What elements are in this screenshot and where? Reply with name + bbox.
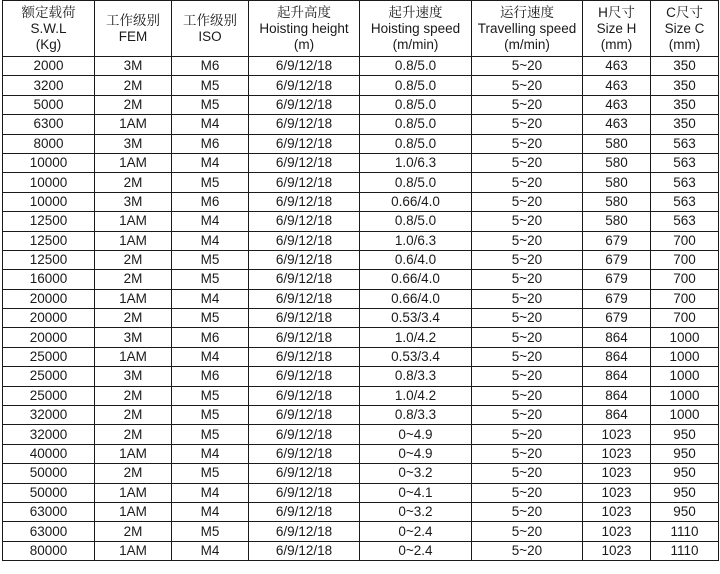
cell-swl: 50000 <box>3 483 95 502</box>
table-row <box>3 153 719 172</box>
cell-hoisting-height: 6/9/12/18 <box>249 502 360 521</box>
cell-iso: M6 <box>172 57 249 76</box>
cell-hoisting-height: 6/9/12/18 <box>249 289 360 308</box>
cell-fem: 2M <box>95 464 172 483</box>
table-row <box>3 309 719 328</box>
table-body <box>3 57 719 561</box>
cell-hoisting-speed: 0.66/4.0 <box>360 192 472 211</box>
cell-swl: 12500 <box>3 212 95 231</box>
cell-hoisting-speed: 1.0/4.2 <box>360 328 472 347</box>
table-row <box>3 173 719 192</box>
cell-hoisting-height: 6/9/12/18 <box>249 328 360 347</box>
table-row <box>3 367 719 386</box>
cell-travelling-speed: 5~20 <box>472 541 583 560</box>
cell-swl: 25000 <box>3 386 95 405</box>
cell-iso: M6 <box>172 192 249 211</box>
table-row <box>3 541 719 560</box>
cell-swl: 20000 <box>3 309 95 328</box>
table-row <box>3 347 719 366</box>
cell-size-h: 463 <box>583 115 651 134</box>
cell-iso: M4 <box>172 502 249 521</box>
cell-swl: 10000 <box>3 173 95 192</box>
cell-hoisting-speed: 0~3.2 <box>360 502 472 521</box>
cell-hoisting-speed: 0.8/5.0 <box>360 134 472 153</box>
cell-swl: 63000 <box>3 502 95 521</box>
cell-size-h: 1023 <box>583 502 651 521</box>
cell-fem: 3M <box>95 328 172 347</box>
cell-hoisting-height: 6/9/12/18 <box>249 95 360 114</box>
cell-hoisting-speed: 1.0/6.3 <box>360 153 472 172</box>
cell-hoisting-speed: 0.53/3.4 <box>360 309 472 328</box>
cell-hoisting-speed: 0.8/3.3 <box>360 367 472 386</box>
cell-size-c: 950 <box>651 464 719 483</box>
table-row <box>3 522 719 541</box>
table-row <box>3 57 719 76</box>
table-row <box>3 76 719 95</box>
cell-travelling-speed: 5~20 <box>472 212 583 231</box>
cell-iso: M4 <box>172 231 249 250</box>
cell-hoisting-height: 6/9/12/18 <box>249 270 360 289</box>
cell-fem: 2M <box>95 76 172 95</box>
table-row <box>3 444 719 463</box>
col-header-travelling-speed: 运行速度 Travelling speed (m/min) <box>472 1 583 57</box>
cell-size-h: 580 <box>583 173 651 192</box>
cell-swl: 20000 <box>3 328 95 347</box>
cell-hoisting-speed: 0~2.4 <box>360 522 472 541</box>
cell-fem: 3M <box>95 134 172 153</box>
cell-fem: 2M <box>95 522 172 541</box>
cell-travelling-speed: 5~20 <box>472 153 583 172</box>
cell-iso: M6 <box>172 134 249 153</box>
cell-swl: 16000 <box>3 270 95 289</box>
cell-size-h: 1023 <box>583 541 651 560</box>
cell-iso: M5 <box>172 406 249 425</box>
cell-swl: 20000 <box>3 289 95 308</box>
cell-travelling-speed: 5~20 <box>472 115 583 134</box>
cell-fem: 1AM <box>95 502 172 521</box>
cell-size-c: 1110 <box>651 522 719 541</box>
cell-iso: M6 <box>172 328 249 347</box>
cell-fem: 1AM <box>95 444 172 463</box>
table-row <box>3 250 719 269</box>
cell-travelling-speed: 5~20 <box>472 502 583 521</box>
cell-hoisting-speed: 0.8/5.0 <box>360 115 472 134</box>
cell-travelling-speed: 5~20 <box>472 134 583 153</box>
cell-size-h: 679 <box>583 250 651 269</box>
table-row <box>3 483 719 502</box>
cell-hoisting-speed: 0.8/5.0 <box>360 173 472 192</box>
cell-size-c: 350 <box>651 57 719 76</box>
col-header-iso: 工作级别 ISO <box>172 1 249 57</box>
cell-fem: 1AM <box>95 115 172 134</box>
cell-size-h: 580 <box>583 192 651 211</box>
cell-travelling-speed: 5~20 <box>472 309 583 328</box>
cell-hoisting-speed: 0~2.4 <box>360 541 472 560</box>
cell-iso: M5 <box>172 386 249 405</box>
cell-travelling-speed: 5~20 <box>472 444 583 463</box>
table-row <box>3 270 719 289</box>
cell-hoisting-speed: 0.66/4.0 <box>360 270 472 289</box>
cell-travelling-speed: 5~20 <box>472 328 583 347</box>
cell-hoisting-height: 6/9/12/18 <box>249 347 360 366</box>
cell-size-c: 563 <box>651 212 719 231</box>
cell-fem: 2M <box>95 406 172 425</box>
cell-fem: 2M <box>95 386 172 405</box>
table-row <box>3 425 719 444</box>
cell-size-h: 864 <box>583 386 651 405</box>
cell-size-h: 463 <box>583 95 651 114</box>
cell-size-c: 700 <box>651 231 719 250</box>
cell-swl: 32000 <box>3 425 95 444</box>
cell-size-c: 700 <box>651 309 719 328</box>
cell-fem: 2M <box>95 309 172 328</box>
cell-fem: 1AM <box>95 153 172 172</box>
cell-swl: 2000 <box>3 57 95 76</box>
cell-hoisting-height: 6/9/12/18 <box>249 367 360 386</box>
cell-hoisting-height: 6/9/12/18 <box>249 425 360 444</box>
cell-swl: 5000 <box>3 95 95 114</box>
cell-size-h: 679 <box>583 231 651 250</box>
cell-hoisting-height: 6/9/12/18 <box>249 134 360 153</box>
cell-size-c: 700 <box>651 250 719 269</box>
cell-hoisting-speed: 1.0/6.3 <box>360 231 472 250</box>
cell-size-c: 1000 <box>651 406 719 425</box>
cell-hoisting-speed: 0.66/4.0 <box>360 289 472 308</box>
cell-size-h: 864 <box>583 347 651 366</box>
cell-iso: M5 <box>172 270 249 289</box>
cell-size-h: 679 <box>583 309 651 328</box>
cell-size-c: 700 <box>651 289 719 308</box>
cell-hoisting-speed: 0.8/5.0 <box>360 76 472 95</box>
cell-travelling-speed: 5~20 <box>472 192 583 211</box>
cell-fem: 1AM <box>95 347 172 366</box>
cell-swl: 12500 <box>3 231 95 250</box>
cell-hoisting-speed: 0.8/5.0 <box>360 212 472 231</box>
cell-hoisting-speed: 0~3.2 <box>360 464 472 483</box>
cell-size-h: 864 <box>583 406 651 425</box>
cell-size-c: 950 <box>651 483 719 502</box>
cell-fem: 2M <box>95 270 172 289</box>
col-header-size-c: C尺寸 Size C (mm) <box>651 1 719 57</box>
col-header-fem: 工作级别 FEM <box>95 1 172 57</box>
cell-fem: 2M <box>95 250 172 269</box>
cell-swl: 6300 <box>3 115 95 134</box>
cell-swl: 80000 <box>3 541 95 560</box>
table-row <box>3 192 719 211</box>
cell-fem: 2M <box>95 173 172 192</box>
cell-swl: 3200 <box>3 76 95 95</box>
cell-swl: 40000 <box>3 444 95 463</box>
cell-hoisting-speed: 0~4.9 <box>360 444 472 463</box>
cell-size-h: 580 <box>583 153 651 172</box>
cell-size-h: 679 <box>583 270 651 289</box>
cell-hoisting-speed: 0~4.9 <box>360 425 472 444</box>
cell-size-h: 1023 <box>583 425 651 444</box>
cell-size-c: 950 <box>651 502 719 521</box>
cell-swl: 10000 <box>3 153 95 172</box>
cell-size-h: 580 <box>583 134 651 153</box>
cell-size-h: 1023 <box>583 522 651 541</box>
cell-hoisting-height: 6/9/12/18 <box>249 250 360 269</box>
cell-iso: M4 <box>172 153 249 172</box>
cell-size-c: 950 <box>651 444 719 463</box>
table-row <box>3 406 719 425</box>
cell-iso: M5 <box>172 309 249 328</box>
cell-travelling-speed: 5~20 <box>472 483 583 502</box>
col-header-size-h: H尺寸 Size H (mm) <box>583 1 651 57</box>
cell-size-h: 463 <box>583 57 651 76</box>
table-row <box>3 328 719 347</box>
cell-fem: 1AM <box>95 483 172 502</box>
cell-fem: 3M <box>95 367 172 386</box>
cell-iso: M5 <box>172 95 249 114</box>
cell-hoisting-speed: 0.8/5.0 <box>360 57 472 76</box>
cell-swl: 8000 <box>3 134 95 153</box>
spec-table <box>2 0 719 561</box>
cell-iso: M5 <box>172 425 249 444</box>
cell-hoisting-height: 6/9/12/18 <box>249 57 360 76</box>
cell-travelling-speed: 5~20 <box>472 289 583 308</box>
table-row <box>3 289 719 308</box>
cell-fem: 3M <box>95 57 172 76</box>
cell-swl: 25000 <box>3 347 95 366</box>
header-row <box>3 1 719 57</box>
cell-size-h: 1023 <box>583 483 651 502</box>
cell-travelling-speed: 5~20 <box>472 464 583 483</box>
cell-hoisting-height: 6/9/12/18 <box>249 522 360 541</box>
cell-iso: M4 <box>172 483 249 502</box>
table-row <box>3 231 719 250</box>
table-row <box>3 212 719 231</box>
cell-size-c: 1000 <box>651 367 719 386</box>
cell-iso: M5 <box>172 522 249 541</box>
cell-iso: M4 <box>172 115 249 134</box>
cell-fem: 3M <box>95 192 172 211</box>
cell-travelling-speed: 5~20 <box>472 231 583 250</box>
cell-hoisting-height: 6/9/12/18 <box>249 541 360 560</box>
cell-travelling-speed: 5~20 <box>472 76 583 95</box>
cell-hoisting-height: 6/9/12/18 <box>249 406 360 425</box>
cell-fem: 1AM <box>95 212 172 231</box>
table-row <box>3 502 719 521</box>
cell-hoisting-speed: 0.6/4.0 <box>360 250 472 269</box>
cell-travelling-speed: 5~20 <box>472 522 583 541</box>
cell-size-h: 1023 <box>583 444 651 463</box>
cell-hoisting-speed: 0.8/5.0 <box>360 95 472 114</box>
table-row <box>3 386 719 405</box>
cell-hoisting-height: 6/9/12/18 <box>249 212 360 231</box>
cell-travelling-speed: 5~20 <box>472 250 583 269</box>
cell-travelling-speed: 5~20 <box>472 270 583 289</box>
col-header-swl: 额定载荷 S.W.L (Kg) <box>3 1 95 57</box>
cell-size-h: 864 <box>583 367 651 386</box>
cell-iso: M5 <box>172 464 249 483</box>
cell-size-c: 350 <box>651 115 719 134</box>
cell-size-h: 1023 <box>583 464 651 483</box>
cell-travelling-speed: 5~20 <box>472 95 583 114</box>
table-row <box>3 115 719 134</box>
cell-iso: M6 <box>172 367 249 386</box>
cell-fem: 1AM <box>95 541 172 560</box>
cell-hoisting-height: 6/9/12/18 <box>249 192 360 211</box>
table-row <box>3 464 719 483</box>
cell-size-h: 463 <box>583 76 651 95</box>
cell-hoisting-height: 6/9/12/18 <box>249 115 360 134</box>
cell-size-c: 563 <box>651 192 719 211</box>
cell-iso: M4 <box>172 347 249 366</box>
cell-size-c: 1000 <box>651 328 719 347</box>
cell-size-c: 350 <box>651 95 719 114</box>
cell-size-h: 864 <box>583 328 651 347</box>
cell-hoisting-height: 6/9/12/18 <box>249 444 360 463</box>
cell-fem: 2M <box>95 425 172 444</box>
cell-iso: M5 <box>172 250 249 269</box>
cell-iso: M4 <box>172 212 249 231</box>
cell-size-h: 679 <box>583 289 651 308</box>
cell-swl: 10000 <box>3 192 95 211</box>
cell-hoisting-speed: 0.8/3.3 <box>360 406 472 425</box>
cell-travelling-speed: 5~20 <box>472 386 583 405</box>
cell-hoisting-speed: 1.0/4.2 <box>360 386 472 405</box>
cell-swl: 63000 <box>3 522 95 541</box>
cell-hoisting-height: 6/9/12/18 <box>249 309 360 328</box>
cell-size-c: 1000 <box>651 386 719 405</box>
cell-travelling-speed: 5~20 <box>472 57 583 76</box>
cell-iso: M4 <box>172 289 249 308</box>
cell-swl: 50000 <box>3 464 95 483</box>
cell-size-c: 1110 <box>651 541 719 560</box>
cell-fem: 1AM <box>95 231 172 250</box>
cell-hoisting-height: 6/9/12/18 <box>249 464 360 483</box>
cell-iso: M5 <box>172 173 249 192</box>
cell-swl: 12500 <box>3 250 95 269</box>
cell-hoisting-speed: 0.53/3.4 <box>360 347 472 366</box>
cell-size-c: 700 <box>651 270 719 289</box>
cell-hoisting-height: 6/9/12/18 <box>249 386 360 405</box>
cell-size-c: 350 <box>651 76 719 95</box>
col-header-hoisting-speed: 起升速度 Hoisting speed (m/min) <box>360 1 472 57</box>
cell-travelling-speed: 5~20 <box>472 406 583 425</box>
cell-fem: 1AM <box>95 289 172 308</box>
cell-swl: 25000 <box>3 367 95 386</box>
cell-size-h: 580 <box>583 212 651 231</box>
cell-hoisting-height: 6/9/12/18 <box>249 483 360 502</box>
col-header-hoisting-height: 起升高度 Hoisting height (m) <box>249 1 360 57</box>
cell-iso: M4 <box>172 541 249 560</box>
cell-iso: M5 <box>172 76 249 95</box>
cell-fem: 2M <box>95 95 172 114</box>
cell-size-c: 1000 <box>651 347 719 366</box>
table-row <box>3 134 719 153</box>
cell-swl: 32000 <box>3 406 95 425</box>
cell-travelling-speed: 5~20 <box>472 425 583 444</box>
cell-size-c: 563 <box>651 134 719 153</box>
cell-hoisting-height: 6/9/12/18 <box>249 153 360 172</box>
table-row <box>3 95 719 114</box>
cell-travelling-speed: 5~20 <box>472 367 583 386</box>
cell-size-c: 563 <box>651 173 719 192</box>
cell-hoisting-height: 6/9/12/18 <box>249 231 360 250</box>
cell-size-c: 563 <box>651 153 719 172</box>
cell-iso: M4 <box>172 444 249 463</box>
cell-size-c: 950 <box>651 425 719 444</box>
cell-travelling-speed: 5~20 <box>472 347 583 366</box>
cell-hoisting-height: 6/9/12/18 <box>249 76 360 95</box>
cell-travelling-speed: 5~20 <box>472 173 583 192</box>
cell-hoisting-speed: 0~4.1 <box>360 483 472 502</box>
cell-hoisting-height: 6/9/12/18 <box>249 173 360 192</box>
